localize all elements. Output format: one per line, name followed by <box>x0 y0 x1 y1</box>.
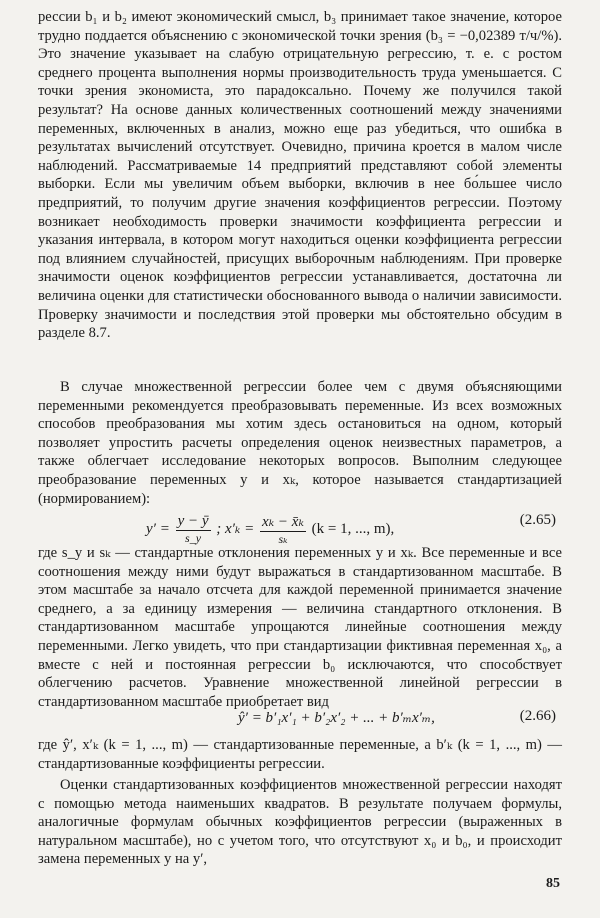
formula-x-lhs: ; x′ₖ = <box>216 520 255 537</box>
paragraph-5 <box>38 776 562 869</box>
fraction-y <box>176 513 211 546</box>
formula-2-65 <box>38 502 562 546</box>
paragraph-1 <box>38 8 562 343</box>
formula-2-66-expression: ŷ′ = b′₁x′₁ + b′₂x′₂ + ... + b′ₘx′ₘ, <box>238 710 435 726</box>
paragraph-1-text: рессии b₁ и b₂ имеют экономический смысл, b₃ принимает такое значение, которое трудно поддается объяснению с экономической точки зрения (b₃ = −0,02389 т/ч/%). Это значение указывает на слабую отрицательную регрессию, т. е. с ростом среднего процента выполнения нормы производительность труда уменьшается. С точки зрения экономиста, это парадоксально. Почему же получился такой результат? На основе данных количественных соотношений между значениями переменных, включенных в анализ, можно еще раз убедиться, что ошибка в результатах вычислений отсутствует. Очевидно, причина кроется в малом числе наблюдений. Рассматриваемые 14 предприятий представляют собой элементы выборки. Если мы увеличим объем выборки, включив в нее бо́льшее число предприятий, то получим другие значения коэффициентов регрессии. Поэтому возникает необходимость проверки значимости коэффициента регрессии и указания интервала, в котором могут находиться оценки коэффициента регрессии под влиянием случайностей, присущих выборочным наблюдениям. При проверке значимости оценок коэффициентов регрессии устанавливается, достаточна ли величина оценки для статистически обоснованного вывода о наличии зависимости. Проверку значимости и последствия этой проверки мы обстоятельно обсудим в разделе 8.7. <box>38 9 562 342</box>
fraction-y-numerator: y − ȳ <box>177 513 209 529</box>
equation-number-2-66: (2.66) <box>519 708 556 724</box>
formula-range: (k = 1, ..., m), <box>311 520 395 537</box>
formula-2-66 <box>38 704 562 730</box>
equation-number-2-65: (2.65) <box>519 512 556 528</box>
fraction-x <box>260 512 306 547</box>
fraction-y-denominator: s_y <box>185 531 202 545</box>
paragraph-2-text: В случае множественной регрессии более чем с двумя объясняющими переменными рекомендуется преобразовывать переменные. Из всех возможных способов преобразования мы хотим здесь остановиться на одном, который позволяет упростить расчеты определения оценок неизвестных параметров, а также облегчает исследование некоторых вопросов. Выполним следующее преобразование переменных y и xₖ, которое называется стандартизацией (нормированием): <box>38 379 562 507</box>
paragraph-4 <box>38 736 562 773</box>
paragraph-2 <box>38 378 562 508</box>
page-number: 85 <box>546 876 560 891</box>
formula-y-lhs: y′ = <box>146 520 170 537</box>
fraction-x-denominator: sₖ <box>278 532 288 546</box>
paragraph-3 <box>38 544 562 711</box>
paragraph-3-text: где s_y и sₖ — стандартные отклонения переменных y и xₖ. Все переменные и все соотношения между ними будут выражаться в стандартизованном масштабе. В этом масштабе за начало отсчета для каждой переменной принимается значение среднего, а за единицу измерения — величина стандартного отклонения. В стандартизованном масштабе упрощаются линейные соотношения между переменными. Легко увидеть, что при стандартизации фиктивная переменная x₀, а вместе с ней и постоянная регрессии b₀ исключаются, что способствует облегчению расчетов. Уравнение множественной линейной регрессии в стандартизованном масштабе приобретает вид <box>38 545 562 710</box>
formula-2-65-expression <box>146 512 394 547</box>
paragraph-4-text: где ŷ′, x′ₖ (k = 1, ..., m) — стандартизованные переменные, а b′ₖ (k = 1, ..., m) — стандартизованные коэффициенты регрессии. <box>38 737 562 772</box>
paragraph-5-text: Оценки стандартизованных коэффициентов множественной регрессии находят с помощью метода наименьших квадратов. В результате получаем формулы, аналогичные формулам обычных коэффициентов регрессии (выраженных в натуральном масштабе), но с учетом того, что отсутствуют x₀ и b₀, и происходит замена переменных y на y′, <box>38 777 562 868</box>
fraction-x-numerator: xₖ − x̄ₖ <box>262 514 304 530</box>
